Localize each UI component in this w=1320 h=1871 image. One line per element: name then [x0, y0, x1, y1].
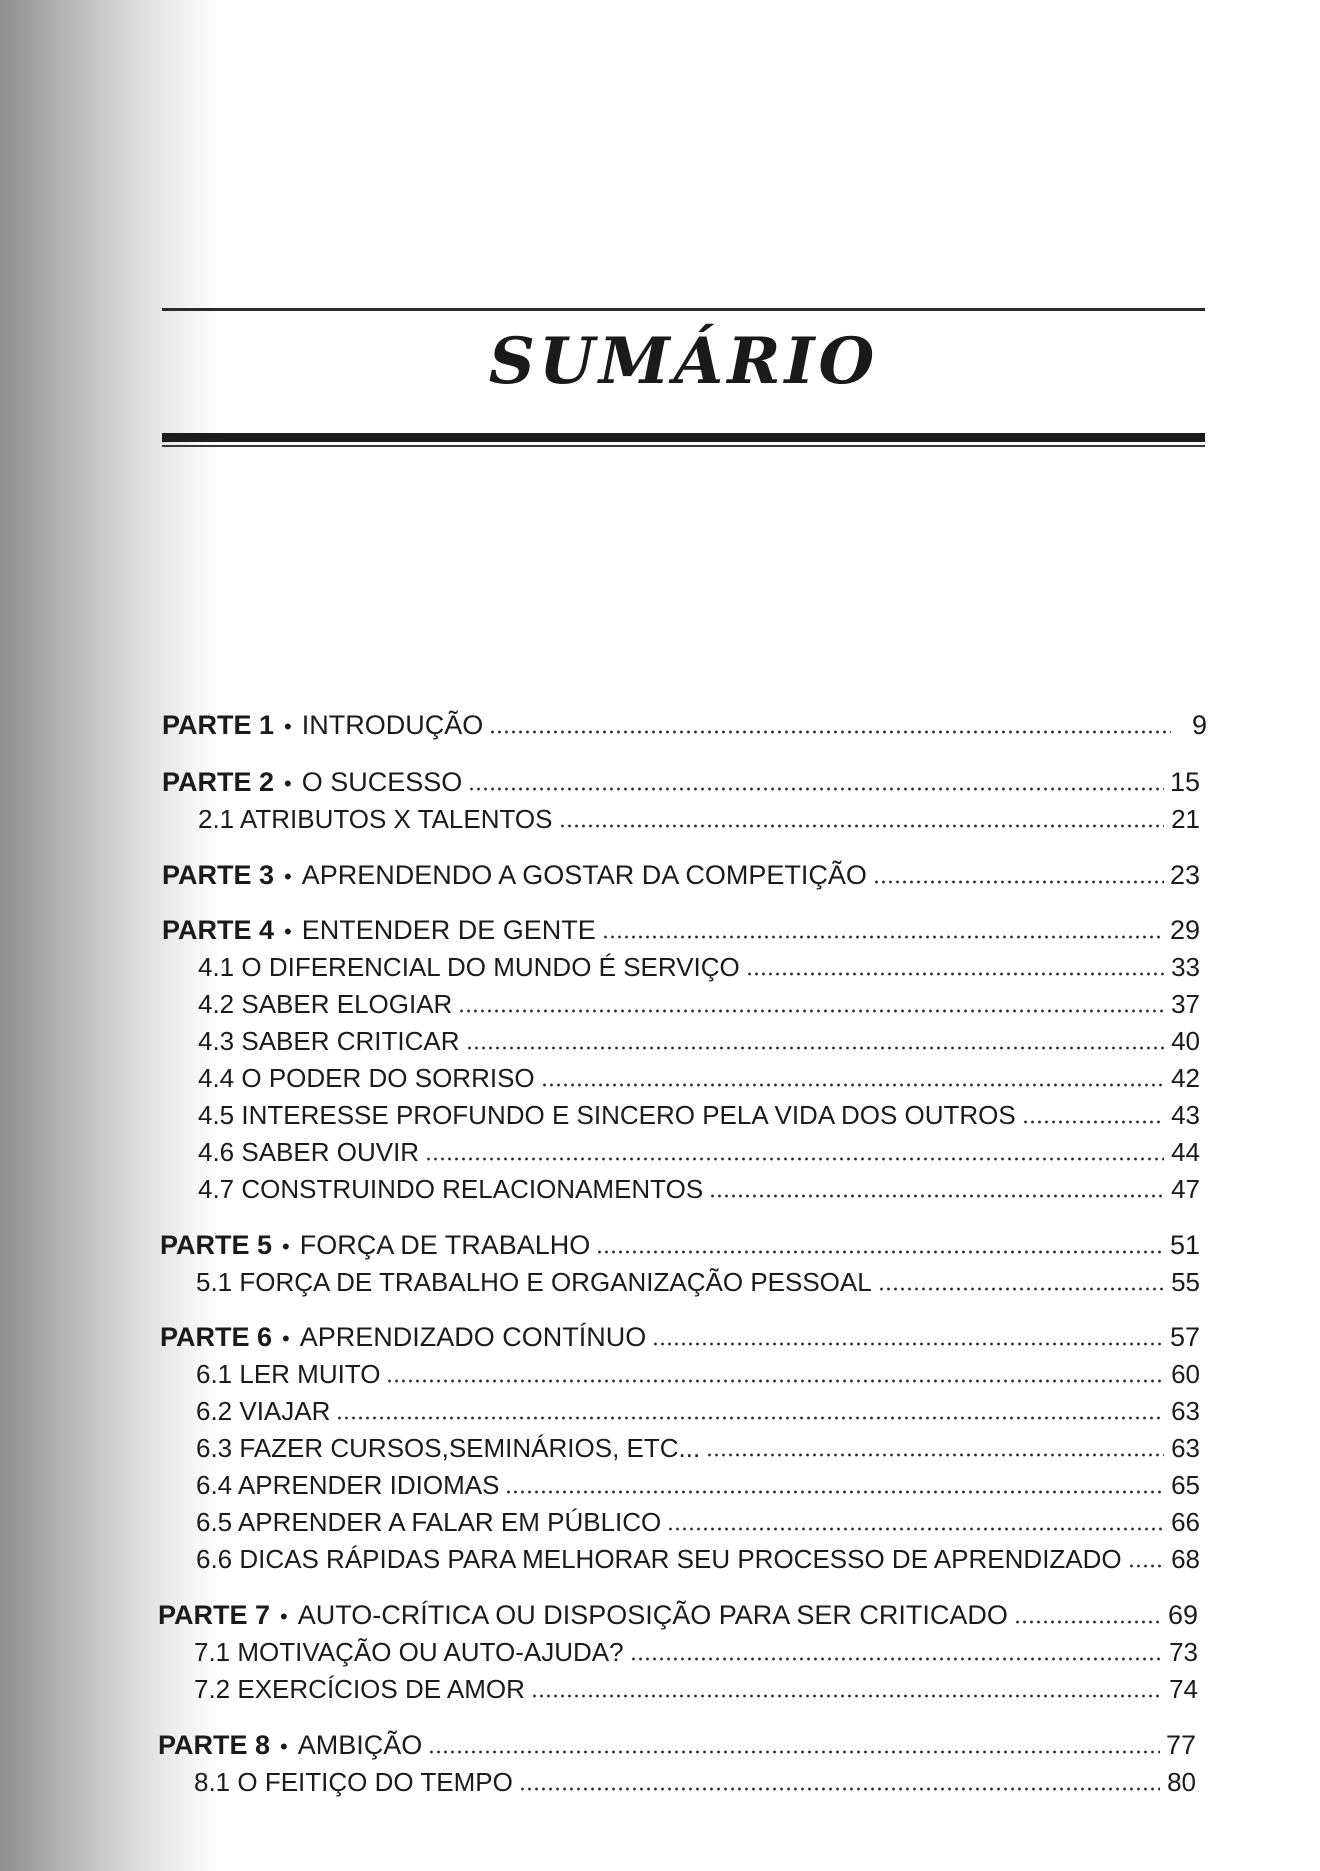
- toc-section-4-2[interactable]: [198, 987, 1200, 1021]
- leader-dots: [602, 935, 1164, 939]
- entry-title: 4.1 O DIFERENCIAL DO MUNDO É SERVIÇO: [198, 952, 740, 982]
- entry-title: 4.5 INTERESSE PROFUNDO E SINCERO PELA VIDA DOS OUTROS: [198, 1100, 1016, 1130]
- entry-title: 4.6 SABER OUVIR: [198, 1137, 420, 1167]
- part-number: PARTE 3: [162, 860, 275, 890]
- entry-title: 4.3 SABER CRITICAR: [198, 1026, 460, 1056]
- bullet: •: [284, 771, 292, 796]
- leader-dots: [709, 1194, 1164, 1198]
- page-number: 21: [1171, 804, 1200, 834]
- leader-dots: [466, 1046, 1164, 1050]
- leader-dots: [425, 1157, 1164, 1161]
- entry-title: O SUCESSO: [301, 767, 463, 797]
- entry-title: FORÇA DE TRABALHO: [299, 1230, 591, 1260]
- leader-dots: [746, 972, 1164, 976]
- entry-title: 6.4 APRENDER IDIOMAS: [196, 1470, 500, 1500]
- page-number: 69: [1167, 1600, 1198, 1630]
- page-number: 23: [1169, 860, 1200, 890]
- bullet: •: [282, 1326, 290, 1351]
- page-number: 65: [1171, 1470, 1200, 1500]
- toc-part-5[interactable]: [160, 1228, 1200, 1262]
- toc-part-4[interactable]: [162, 913, 1200, 947]
- leader-dots: [458, 1009, 1164, 1013]
- part-number: PARTE 8: [158, 1730, 271, 1760]
- leader-dots: [336, 1416, 1164, 1420]
- page-number: 63: [1171, 1433, 1200, 1463]
- page-title: SUMÁRIO: [488, 324, 879, 399]
- toc-part-1[interactable]: [162, 708, 1207, 742]
- toc-part-2[interactable]: [162, 765, 1200, 799]
- bullet: •: [280, 1734, 288, 1759]
- page-number: 73: [1169, 1637, 1198, 1667]
- entry-title: AUTO-CRÍTICA OU DISPOSIÇÃO PARA SER CRITICADO: [297, 1600, 1008, 1630]
- toc-section-4-1[interactable]: [198, 950, 1200, 984]
- toc-section-4-4[interactable]: [198, 1061, 1200, 1095]
- entry-title: AMBIÇÃO: [297, 1730, 423, 1760]
- page-number: 63: [1171, 1396, 1200, 1426]
- page-number: 74: [1169, 1674, 1198, 1704]
- leader-dots: [541, 1083, 1164, 1087]
- entry-title: 7.2 EXERCÍCIOS DE AMOR: [194, 1674, 525, 1704]
- toc-section-2-1[interactable]: [198, 802, 1200, 836]
- page-number: 77: [1165, 1730, 1196, 1760]
- toc-section-5-1[interactable]: [196, 1265, 1200, 1299]
- toc-section-4-6[interactable]: [198, 1135, 1200, 1169]
- entry-title: 8.1 O FEITIÇO DO TEMPO: [194, 1767, 513, 1797]
- leader-dots: [428, 1750, 1160, 1754]
- part-number: PARTE 4: [162, 915, 275, 945]
- toc-section-7-2[interactable]: [194, 1672, 1198, 1706]
- toc-section-8-1[interactable]: [194, 1765, 1196, 1799]
- leader-dots: [1128, 1564, 1164, 1568]
- entry-title: 6.3 FAZER CURSOS,SEMINÁRIOS, ETC...: [196, 1433, 701, 1463]
- toc-section-6-1[interactable]: [196, 1357, 1200, 1391]
- page-number: 42: [1171, 1063, 1200, 1093]
- entry-title: 2.1 ATRIBUTOS X TALENTOS: [198, 804, 553, 834]
- leader-dots: [386, 1379, 1164, 1383]
- page-number: 80: [1167, 1767, 1196, 1797]
- leader-dots: [667, 1527, 1164, 1531]
- leader-dots: [878, 1287, 1164, 1291]
- page-number: 44: [1171, 1137, 1200, 1167]
- toc-section-4-5[interactable]: [198, 1098, 1200, 1132]
- leader-dots: [531, 1694, 1162, 1698]
- page-number: 43: [1171, 1100, 1200, 1130]
- entry-title: 4.7 CONSTRUINDO RELACIONAMENTOS: [198, 1174, 704, 1204]
- toc-section-6-5[interactable]: [196, 1505, 1200, 1539]
- leader-dots: [1014, 1620, 1162, 1624]
- bullet: •: [284, 714, 292, 739]
- leader-dots: [489, 730, 1171, 734]
- table-of-contents: [158, 0, 1212, 1871]
- entry-title: APRENDENDO A GOSTAR DA COMPETIÇÃO: [301, 860, 867, 890]
- page-number: 68: [1171, 1544, 1200, 1574]
- page-number: 37: [1171, 989, 1200, 1019]
- page-number: 60: [1171, 1359, 1200, 1389]
- entry-title: 7.1 MOTIVAÇÃO OU AUTO-AJUDA?: [194, 1637, 624, 1667]
- page-number: 9: [1191, 710, 1207, 740]
- entry-title: ENTENDER DE GENTE: [301, 915, 596, 945]
- toc-section-4-7[interactable]: [198, 1172, 1200, 1206]
- toc-section-6-4[interactable]: [196, 1468, 1200, 1502]
- entry-title: INTRODUÇÃO: [301, 710, 484, 740]
- entry-title: 6.5 APRENDER A FALAR EM PÚBLICO: [196, 1507, 662, 1537]
- bullet: •: [280, 1604, 288, 1629]
- entry-title: 4.2 SABER ELOGIAR: [198, 989, 453, 1019]
- leader-dots: [873, 880, 1164, 884]
- toc-section-6-3[interactable]: [196, 1431, 1200, 1465]
- toc-part-6[interactable]: [160, 1320, 1200, 1354]
- entry-title: APRENDIZADO CONTÍNUO: [299, 1322, 647, 1352]
- toc-section-6-6[interactable]: [196, 1542, 1200, 1576]
- part-number: PARTE 1: [162, 710, 275, 740]
- leader-dots: [505, 1490, 1164, 1494]
- bullet: •: [282, 1234, 290, 1259]
- bullet: •: [284, 919, 292, 944]
- page-number: 47: [1171, 1174, 1200, 1204]
- page-number: 51: [1169, 1230, 1200, 1260]
- part-number: PARTE 7: [158, 1600, 271, 1630]
- page-number: 55: [1171, 1267, 1200, 1297]
- leader-dots: [596, 1250, 1164, 1254]
- leader-dots: [559, 824, 1165, 828]
- entry-title: 6.6 DICAS RÁPIDAS PARA MELHORAR SEU PROCESSO DE APRENDIZADO: [196, 1544, 1122, 1574]
- leader-dots: [519, 1787, 1160, 1791]
- leader-dots: [652, 1342, 1164, 1346]
- leader-dots: [468, 787, 1164, 791]
- leader-dots: [706, 1453, 1164, 1457]
- part-number: PARTE 2: [162, 767, 275, 797]
- toc-part-3[interactable]: [162, 858, 1200, 892]
- toc-section-4-3[interactable]: [198, 1024, 1200, 1058]
- page-number: 40: [1171, 1026, 1200, 1056]
- entry-title: 5.1 FORÇA DE TRABALHO E ORGANIZAÇÃO PESSOAL: [196, 1267, 872, 1297]
- page-number: 57: [1169, 1322, 1200, 1352]
- entry-title: 4.4 O PODER DO SORRISO: [198, 1063, 535, 1093]
- bullet: •: [284, 864, 292, 889]
- part-number: PARTE 6: [160, 1322, 273, 1352]
- page-number: 66: [1171, 1507, 1200, 1537]
- entry-title: 6.1 LER MUITO: [196, 1359, 381, 1389]
- leader-dots: [1022, 1120, 1164, 1124]
- page-number: 15: [1169, 767, 1200, 797]
- toc-part-7[interactable]: [158, 1598, 1198, 1632]
- part-number: PARTE 5: [160, 1230, 273, 1260]
- entry-title: 6.2 VIAJAR: [196, 1396, 331, 1426]
- page-number: 33: [1171, 952, 1200, 982]
- leader-dots: [630, 1657, 1162, 1661]
- toc-section-6-2[interactable]: [196, 1394, 1200, 1428]
- toc-section-7-1[interactable]: [194, 1635, 1198, 1669]
- toc-part-8[interactable]: [158, 1728, 1196, 1762]
- page-number: 29: [1169, 915, 1200, 945]
